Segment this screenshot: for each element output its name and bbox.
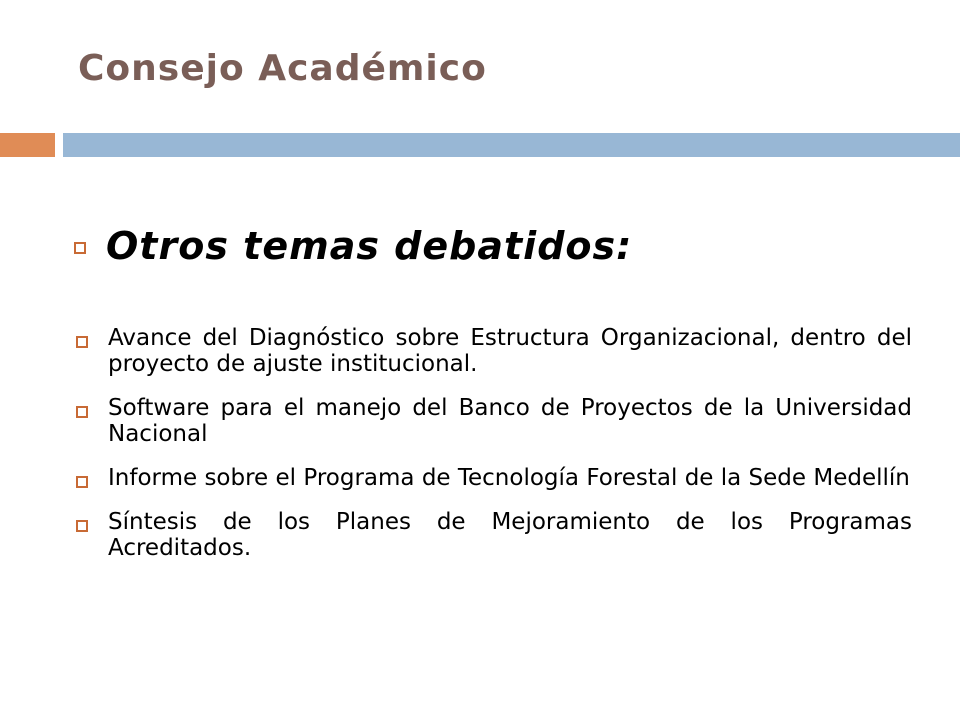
square-bullet-icon	[76, 520, 88, 532]
list-item-text: Software para el manejo del Banco de Proyectos de la Universidad Nacional	[108, 395, 912, 447]
square-bullet-icon	[74, 242, 86, 254]
section-heading-text: Otros temas debatidos:	[106, 224, 633, 268]
list-item-text: Avance del Diagnóstico sobre Estructura Organizacional, dentro del proyecto de ajuste institucional.	[108, 325, 912, 377]
list-item	[72, 395, 912, 447]
slide-title: Consejo Académico	[78, 48, 487, 89]
section-heading	[72, 215, 912, 277]
square-bullet-icon	[76, 476, 88, 488]
topics-list	[72, 325, 912, 561]
title-accent-bar	[0, 133, 55, 157]
slide-content	[72, 215, 912, 579]
title-divider-bar	[63, 133, 960, 157]
square-bullet-icon	[76, 336, 88, 348]
square-bullet-icon	[76, 406, 88, 418]
list-item	[72, 509, 912, 561]
list-item-text: Síntesis de los Planes de Mejoramiento de los Programas Acreditados.	[108, 509, 912, 561]
list-item	[72, 465, 912, 491]
list-item-text: Informe sobre el Programa de Tecnología Forestal de la Sede Medellín	[108, 465, 910, 491]
list-item	[72, 325, 912, 377]
